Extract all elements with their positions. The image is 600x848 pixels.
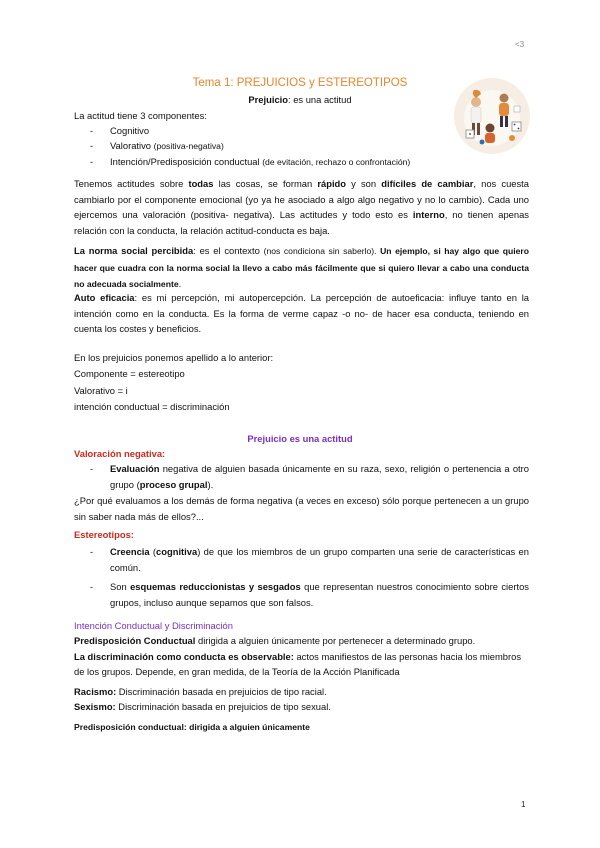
valuation-list [74, 461, 529, 492]
sexism-paragraph [74, 699, 529, 714]
surname-section [74, 350, 529, 416]
bold-run: esquemas reduccionistas y sesgados [130, 581, 301, 593]
section-title: Prejuicio es una actitud [247, 433, 353, 444]
list-item-text: Cognitivo [110, 125, 150, 136]
term-label: Auto eficacia [74, 292, 135, 303]
list-item [74, 579, 529, 610]
text-run: dirigida a alguien únicamente por pertenecer a determinado grupo. [195, 635, 476, 647]
text-run: Discriminación basada en prejuicios de tipo sexual. [115, 701, 331, 713]
list-item [74, 123, 529, 138]
section-heading: Intención Conductual y Discriminación [74, 620, 233, 631]
self-efficacy-paragraph [74, 290, 529, 337]
text-run: , no tienen apenas relación con la conducta, la relación actitud-conducta es baja. [74, 209, 529, 236]
text-run: Discriminación basada en prejuicios de tipo racial. [116, 685, 327, 697]
bold-run: cognitiva [156, 546, 198, 557]
stereotypes-list [74, 544, 529, 610]
list-item-note: (de evitación, rechazo o confrontación) [262, 157, 411, 167]
components-list [74, 123, 529, 170]
text-run: Son [110, 581, 131, 593]
list-item [74, 461, 529, 492]
section-heading: Estereotipos: [74, 529, 134, 540]
predisposition-paragraph [74, 633, 529, 648]
text-line: Valorativo = i [74, 384, 128, 396]
negative-valuation-section [74, 446, 529, 524]
racism-paragraph [74, 684, 529, 699]
bold-run: interno [412, 209, 445, 221]
page-number: 1 [521, 800, 526, 809]
question-text: ¿Por qué evaluamos a los demás de forma negativa (a veces en exceso) sólo porque pertenecen a un grupo sin saber nada más de ellos?... [74, 495, 529, 522]
stereotypes-section [74, 527, 529, 610]
text-run: actos manifiestos de las personas hacia los miembros de los grupos. Depende, en gran medida, de la Teoría de la Acción Planificada [74, 650, 522, 678]
text-run: negativa de alguien basada únicamente en su raza, sexo, religión o pertenencia a otro grupo ( [110, 463, 529, 490]
intention-section [74, 618, 529, 736]
attitudes-paragraph [74, 176, 529, 238]
bold-run: Sexismo: [74, 701, 116, 713]
list-item-note: (positiva-negativa) [153, 141, 224, 151]
text-run: que representan nuestros conocimiento sobre ciertos grupos, incluso aunque sepamos que son falsos. [110, 581, 529, 608]
text-run: , nos cuesta cambiarlo por el componente emocional (yo ya he asociado a algo algo negativo y no lo cambio). Cada uno ejercemos una valoración (positiva- negativa). Las actitudes y todo esto es [74, 178, 530, 221]
subtitle-label: Prejuicio [248, 94, 288, 105]
list-item [74, 154, 529, 170]
list-item-text: Intención/Predisposición conductual [110, 156, 263, 167]
corner-mark: <3 [515, 40, 525, 49]
note-run: (nos condiciona sin saberlo). [263, 246, 377, 256]
text-run: ) de que los miembros de un grupo comparten una serie de características en común. [110, 546, 529, 573]
text-line: Componente = estereotipo [74, 368, 185, 380]
bold-run: Racismo: [74, 685, 117, 697]
social-norm-paragraph [74, 243, 529, 293]
bold-run: Predisposición Conductual [74, 635, 196, 647]
text-run: ). [207, 478, 214, 490]
term-label: La norma social percibida [74, 245, 194, 256]
text-run: y son [346, 178, 382, 189]
bold-run: proceso grupal [139, 478, 208, 490]
components-lead: La actitud tiene 3 componentes: [74, 110, 207, 121]
bold-run: Evaluación [110, 463, 160, 474]
text-run: . [178, 278, 182, 290]
text-run: ( [149, 546, 157, 557]
list-item [74, 544, 529, 575]
text-line: intención conductual = discriminación [74, 401, 230, 413]
section-heading: Valoración negativa: [74, 448, 166, 459]
bold-run: Un ejemplo, si hay algo que quiero hacer que cuadra con la norma social la llevo a cabo más fácilmente que si quiero llevar a cabo una conducta no adecuada socialmente [74, 246, 529, 290]
discrimination-paragraph [74, 649, 529, 680]
bold-run: La discriminación como conducta es observable: [74, 650, 294, 662]
page-title: Tema 1: PREJUICIOS y ESTEREOTIPOS [192, 77, 408, 89]
subtitle-rest: : es una actitud [288, 94, 352, 105]
bold-run: Creencia [110, 546, 150, 557]
text-run: : es el contexto [193, 245, 264, 256]
list-item-text: Valorativo [110, 140, 154, 151]
bold-run: rápido [317, 178, 347, 189]
text-run: Tenemos actitudes sobre [74, 178, 189, 189]
text-line: En los prejuicios ponemos apellido a lo anterior: [74, 352, 274, 363]
bold-run: difíciles de cambiar [381, 178, 474, 189]
list-item [74, 138, 529, 154]
text-run: : es mi percepción, mi autopercepción. La percepción de autoeficacia: influye tanto en la intención como en la conducta. Es la forma de verme capaz -o no- de hacer esa conducta, teniendo en cuenta los costes y beneficios. [74, 292, 529, 335]
components-section [74, 108, 529, 170]
closing-line: Predisposición conductual: dirigida a alguien únicamente [74, 722, 310, 733]
bold-run: todas [188, 178, 214, 189]
text-run: las cosas, se forman [213, 178, 318, 189]
